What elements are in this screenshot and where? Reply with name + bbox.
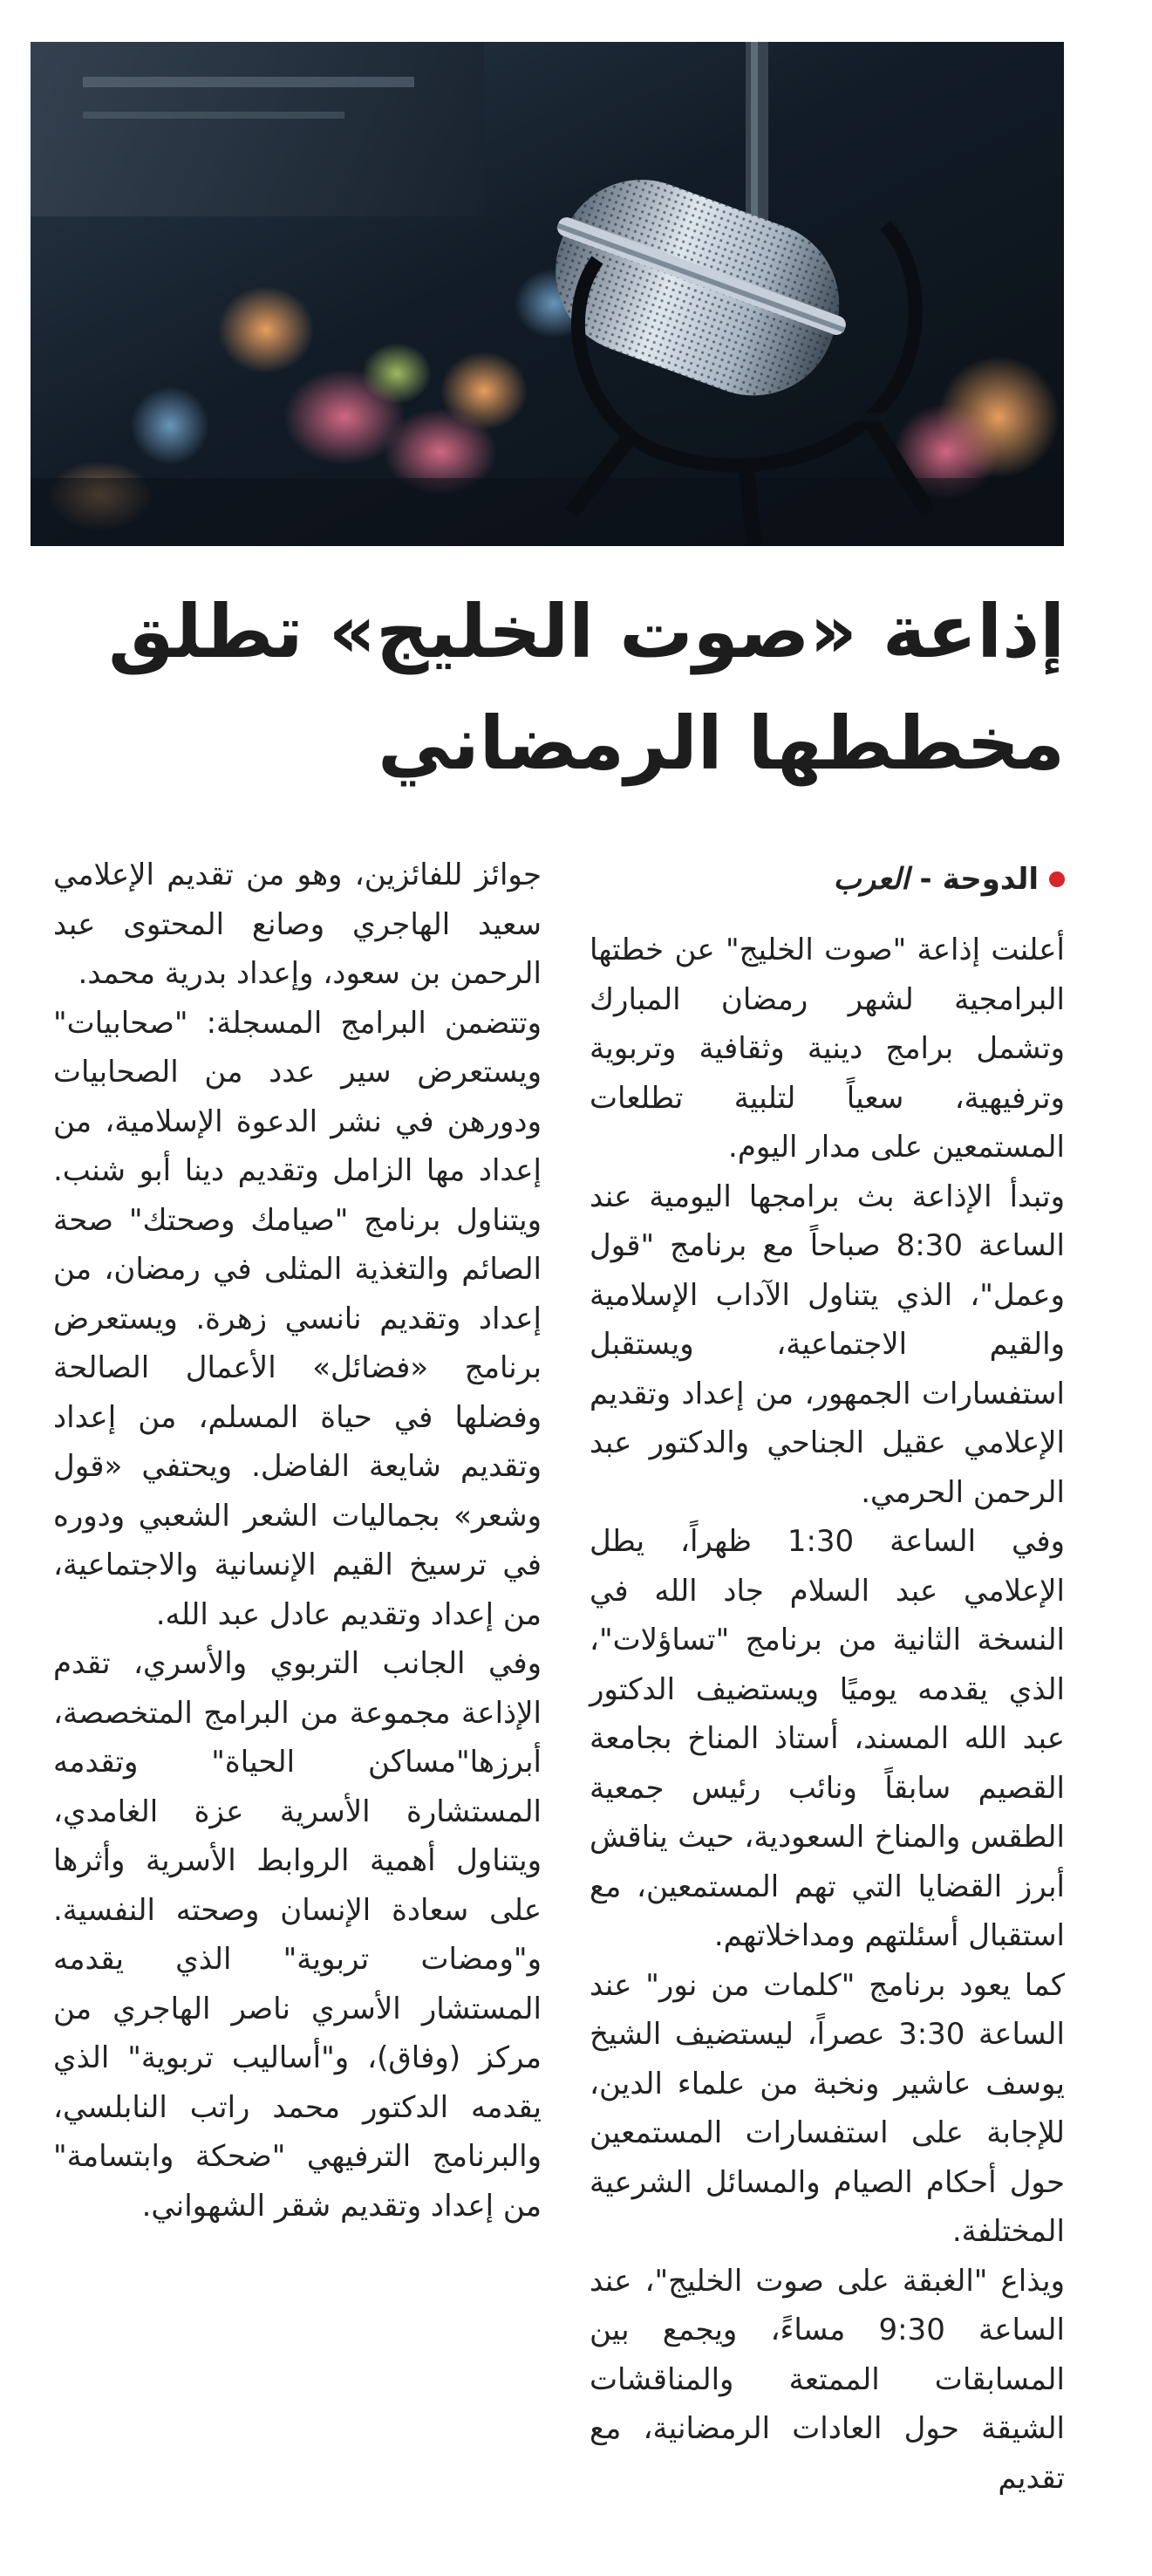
paragraph: وفي الساعة 1:30 ظهراً، يطل الإعلامي عبد السلام جاد الله في النسخة الثانية من برنامج "تساؤلات"، الذي يقدمه يوميًا ويستضيف الدكتور عبد الله المسند، أستاذ المناخ بجامعة القصيم سابقاً ونائب رئيس جمعية الطقس والمناخ السعودية، حيث يناقش أبرز القضايا التي تهم المستمعين، مع استقبال أسئلتهم ومداخلاتهم. bbox=[590, 1524, 1065, 1953]
source-logo: العرب bbox=[833, 862, 910, 897]
article-column-left bbox=[53, 851, 542, 2231]
paragraph: وتتضمن البرامج المسجلة: "صحابيات" ويستعرض سير عدد من الصحابيات ودورهن في نشر الدعوة الإسلامية، من إعداد مها الزامل وتقديم دينا أبو شنب. ويتناول برنامج "صيامك وصحتك" صحة الصائم والتغذية المثلى في رمضان، من إعداد وتقديم نانسي زهرة. ويستعرض برنامج «فضائل» الأعمال الصالحة وفضلها في حياة المسلم، من إعداد وتقديم شايعة الفاضل. ويحتفي «قول وشعر» بجماليات الشعر الشعبي ودوره في ترسيخ القيم الإنسانية والاجتماعية، من إعداد وتقديم عادل عبد الله. bbox=[53, 1005, 542, 1632]
headline bbox=[106, 576, 1065, 799]
paragraph: وفي الجانب التربوي والأسري، تقدم الإذاعة مجموعة من البرامج المتخصصة، أبرزها"مساكن الحياة" وتقدمه المستشارة الأسرية عزة الغامدي، ويتناول أهمية الروابط الأسرية وأثرها على سعادة الإنسان وصحته النفسية. و"ومضات تربوية" الذي يقدمه المستشار الأسري ناصر الهاجري من مركز (وفاق)، و"أساليب تربوية" الذي يقدمه الدكتور محمد راتب النابلسي، والبرنامج الترفيهي "ضحكة وابتسامة" من إعداد وتقديم شقر الشهواني. bbox=[53, 1646, 542, 2224]
article-column-right bbox=[590, 851, 1065, 2503]
studio-microphone-icon bbox=[31, 42, 1064, 546]
paragraph: كما يعود برنامج "كلمات من نور" عند الساعة 3:30 عصراً، ليستضيف الشيخ يوسف عاشير ونخبة من علماء الدين، للإجابة على استفسارات المستمعين حول أحكام الصيام والمسائل الشرعية المختلفة. bbox=[590, 1967, 1065, 2249]
paragraph: وتبدأ الإذاعة بث برامجها اليومية عند الساعة 8:30 صباحاً مع برنامج "قول وعمل"، الذي يتناول الآداب الإسلامية والقيم الاجتماعية، ويستقبل استفسارات الجمهور، من إعداد وتقديم الإعلامي عقيل الجناحي والدكتور عبد الرحمن الحرمي. bbox=[590, 1179, 1065, 1510]
paragraph: أعلنت إذاعة "صوت الخليج" عن خطتها البرامجية لشهر رمضان المبارك وتشمل برامج دينية وثقافية وتربوية وترفيهية، سعياً لتلبية تطلعات المستمعين على مدار اليوم. bbox=[590, 933, 1065, 1165]
headline-line-2: مخططها الرمضاني bbox=[378, 700, 1065, 786]
red-dot-icon bbox=[1049, 871, 1065, 887]
paragraph: ويذاع "الغبقة على صوت الخليج"، عند الساعة 9:30 مساءً، ويجمع بين المسابقات الممتعة والمناقشات الشيقة حول العادات الرمضانية، مع تقديم bbox=[590, 2263, 1065, 2496]
studio-microphone-photo bbox=[31, 42, 1064, 546]
headline-line-1: إذاعة «صوت الخليج» تطلق bbox=[108, 589, 1065, 674]
byline bbox=[590, 851, 1065, 908]
paragraph: جوائز للفائزين، وهو من تقديم الإعلامي سعيد الهاجري وصانع المحتوى عبد الرحمن بن سعود، وإعداد بدرية محمد. bbox=[53, 858, 542, 991]
byline-separator: - bbox=[919, 862, 932, 897]
byline-city: الدوحة bbox=[942, 862, 1039, 897]
